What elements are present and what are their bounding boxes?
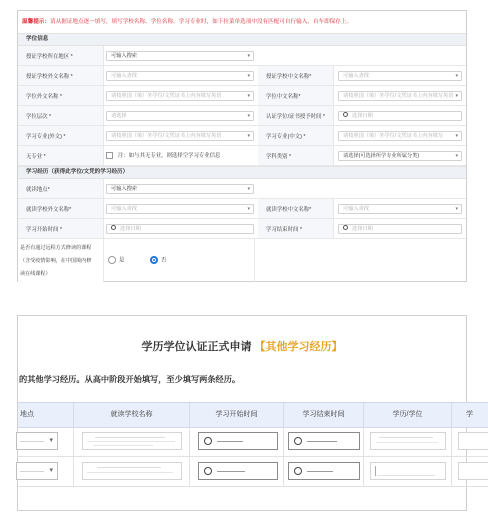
study-school-cn-placeholder: 可输入查找 <box>343 206 369 212</box>
degree-en-label: 学位外文名称 * <box>18 86 104 105</box>
chevron-down-icon: ▾ <box>247 53 250 59</box>
radio-selected-icon[interactable] <box>150 256 158 264</box>
chevron-down-icon: ▾ <box>455 73 458 79</box>
study-school-cn-label: 就读学校中文名称* <box>258 199 334 218</box>
chevron-down-icon: ▾ <box>247 113 250 119</box>
col-more: 学 <box>466 411 473 418</box>
award-country-row <box>18 46 466 66</box>
remote-no-label: 否 <box>161 257 167 264</box>
page-title <box>18 338 466 354</box>
start-date-picker[interactable] <box>106 224 254 234</box>
no-major-row <box>18 146 466 166</box>
end-date-input[interactable] <box>288 462 360 480</box>
more-cell <box>452 457 488 487</box>
col-start: 学习开始时间 <box>190 403 284 427</box>
school-input[interactable] <box>82 462 182 480</box>
col-school: 就读学校名称 <box>74 403 190 427</box>
major-row <box>18 126 466 146</box>
end-date-placeholder: 选择日期 <box>352 226 373 232</box>
placeholder-line <box>87 472 173 473</box>
placeholder-line <box>307 471 333 472</box>
study-dates-row <box>18 219 466 239</box>
placeholder-line <box>20 441 44 442</box>
school-cell <box>74 457 190 487</box>
cert-date-picker[interactable] <box>338 111 462 121</box>
end-date-input[interactable] <box>288 432 360 450</box>
end-date-label: 学习结束时间 * <box>258 219 334 238</box>
radio-icon[interactable] <box>108 256 116 264</box>
page-title-main: 学历学位认证正式申请 <box>141 341 252 353</box>
remote-question-line2: （含受疫情影响，在中国境内修 <box>20 258 92 264</box>
chevron-down-icon: ▾ <box>49 467 53 474</box>
other-study-panel <box>17 315 473 511</box>
degree-cell <box>364 457 452 487</box>
placeholder-line <box>377 475 435 476</box>
placeholder-line <box>93 445 153 446</box>
divider <box>254 239 255 282</box>
checkbox-icon[interactable] <box>106 152 113 159</box>
placeholder-line <box>87 441 175 442</box>
notice-text <box>22 17 462 25</box>
notice-body: 请从据证地点逐一填写，填写学校名称、学位名称、学习专业时，如下拉菜单选项中没有匹配可自行输入，自车即保存上。 <box>49 19 353 25</box>
text-cursor <box>375 466 376 476</box>
start-date-placeholder: 选择日期 <box>120 226 141 232</box>
placeholder-line <box>217 471 245 472</box>
place-select[interactable] <box>16 462 58 480</box>
degree-en-placeholder: 请按照国（境）外学位/文凭证书上内容填写英语 <box>111 93 222 99</box>
award-country-select[interactable] <box>106 51 254 61</box>
remote-question <box>18 239 104 282</box>
remote-question-line1: 是否有通过远程方式修读的课程 <box>20 245 92 251</box>
no-major-text: 注：如与其无专业，则选择空学习专业信息 <box>118 153 221 159</box>
degree-input[interactable] <box>370 462 446 480</box>
placeholder-line <box>95 437 165 438</box>
placeholder-line <box>307 441 337 442</box>
remote-no-option[interactable] <box>150 256 166 264</box>
degree-en-input[interactable] <box>106 91 254 101</box>
school-name-row <box>18 66 466 86</box>
clock-icon <box>204 467 212 475</box>
clock-icon <box>343 112 348 117</box>
study-school-cn-input[interactable] <box>338 204 462 214</box>
major-en-input[interactable] <box>106 131 254 141</box>
instruction-text: 的其他学习经历。从高中阶段开始填写，至少填写两条经历。 <box>19 375 241 384</box>
major-en-placeholder: 请按照国（境）外学位/文凭证书上内容填写英语 <box>111 133 222 139</box>
study-place-label: 就读地点* <box>18 179 104 198</box>
remote-study-row <box>18 239 466 282</box>
school-cn-placeholder: 可输入查找 <box>343 73 369 79</box>
chevron-down-icon: ▾ <box>49 437 53 444</box>
study-place-row <box>18 179 466 199</box>
placeholder-line <box>217 441 243 442</box>
chevron-down-icon: ▾ <box>247 206 250 212</box>
school-input[interactable] <box>82 432 182 450</box>
degree-cn-placeholder: 请按照国（境）外学位/文凭证书上内容填写英语 <box>343 93 454 99</box>
start-date-input[interactable] <box>198 432 278 450</box>
table-row <box>18 427 488 457</box>
school-cell <box>74 427 190 457</box>
clock-icon <box>294 437 302 445</box>
cert-date-placeholder: 选择日期 <box>352 113 373 119</box>
remote-yes-label: 是 <box>119 257 125 264</box>
major-cn-label: 学习专业(中文) * <box>258 126 334 145</box>
placeholder-line <box>376 442 438 443</box>
page-title-highlight: 【其他学习经历】 <box>254 341 343 353</box>
study-school-row <box>18 199 466 219</box>
clock-icon <box>343 225 348 230</box>
chevron-down-icon: ▾ <box>455 153 458 159</box>
discipline-placeholder: 请选择(可选择所学专业所属分类) <box>343 153 420 159</box>
degree-cn-label: 学位中文名称* <box>258 86 334 105</box>
no-major-option[interactable] <box>106 152 220 160</box>
study-school-en-placeholder: 可输入查找 <box>111 206 137 212</box>
school-cn-label: 授证学校中文名称* <box>258 66 334 85</box>
clock-icon <box>111 225 116 230</box>
major-en-label: 学习专业(外文) * <box>18 126 104 145</box>
degree-cn-input[interactable] <box>338 91 462 101</box>
clock-icon <box>294 467 302 475</box>
remote-yes-option[interactable] <box>108 256 124 264</box>
no-major-label: 无专业 * <box>18 146 104 165</box>
school-en-placeholder: 可输入查找 <box>111 73 137 79</box>
study-table-header <box>18 402 488 428</box>
start-date-label: 学习开始时间 * <box>18 219 104 238</box>
remote-question-line3: 读在线课程） <box>20 271 51 277</box>
chevron-down-icon: ▾ <box>247 73 250 79</box>
place-cell <box>18 457 74 487</box>
start-cell <box>190 427 284 457</box>
study-place-select[interactable] <box>106 184 254 194</box>
discipline-label: 学科类别 * <box>258 146 334 165</box>
more-cell <box>452 427 488 457</box>
school-en-label: 授证学校外文名称 * <box>18 66 104 85</box>
chevron-down-icon: ▾ <box>247 186 250 192</box>
placeholder-line <box>379 437 433 438</box>
cert-date-label: 认证学位/证书授予时间 * <box>258 106 334 125</box>
more-input[interactable] <box>458 432 488 450</box>
place-cell <box>18 427 74 457</box>
table-row <box>18 457 488 487</box>
degree-level-row <box>18 106 466 126</box>
study-school-en-input[interactable] <box>106 204 254 214</box>
study-place-value: 可输入搜索 <box>111 186 137 192</box>
more-input[interactable] <box>458 462 488 480</box>
study-section-header: 学习经历（获得此学位/文凭的学习经历） <box>18 166 466 179</box>
placeholder-line <box>97 467 161 468</box>
chevron-down-icon: ▾ <box>455 133 458 139</box>
study-school-en-label: 就读学校外文名称* <box>18 199 104 218</box>
col-place: 地点 <box>18 403 74 427</box>
notice-label: 温馨提示： <box>22 19 50 25</box>
degree-level-label: 学位层次 * <box>18 106 104 125</box>
clock-icon <box>204 437 212 445</box>
school-en-input[interactable] <box>106 71 254 81</box>
degree-form-panel <box>17 10 467 282</box>
place-select[interactable] <box>16 432 58 450</box>
award-country-value: 可输入搜索 <box>111 53 137 59</box>
start-cell <box>190 457 284 487</box>
major-cn-placeholder: 请按照国（境）外学位/文凭证书上内容填写 <box>343 133 444 139</box>
end-date-picker[interactable] <box>338 224 462 234</box>
degree-name-row <box>18 86 466 106</box>
placeholder-line <box>20 471 44 472</box>
degree-cell <box>364 427 452 457</box>
chevron-down-icon: ▾ <box>455 206 458 212</box>
col-degree: 学历/学位 <box>364 403 452 427</box>
start-date-input[interactable] <box>198 462 278 480</box>
col-end: 学习结束时间 <box>284 403 364 427</box>
degree-level-select[interactable] <box>106 111 254 121</box>
end-cell <box>284 457 364 487</box>
end-cell <box>284 427 364 457</box>
degree-level-placeholder: 请选择 <box>111 113 127 119</box>
chevron-down-icon: ▾ <box>247 93 250 99</box>
degree-input[interactable] <box>370 432 446 450</box>
award-country-label: 授证学校所在地区 * <box>18 46 104 65</box>
degree-section-header: 学位信息 <box>18 33 466 46</box>
school-cn-input[interactable] <box>338 71 462 81</box>
chevron-down-icon: ▾ <box>247 133 250 139</box>
chevron-down-icon: ▾ <box>455 93 458 99</box>
major-cn-input[interactable] <box>338 131 462 141</box>
discipline-select[interactable] <box>338 151 462 161</box>
